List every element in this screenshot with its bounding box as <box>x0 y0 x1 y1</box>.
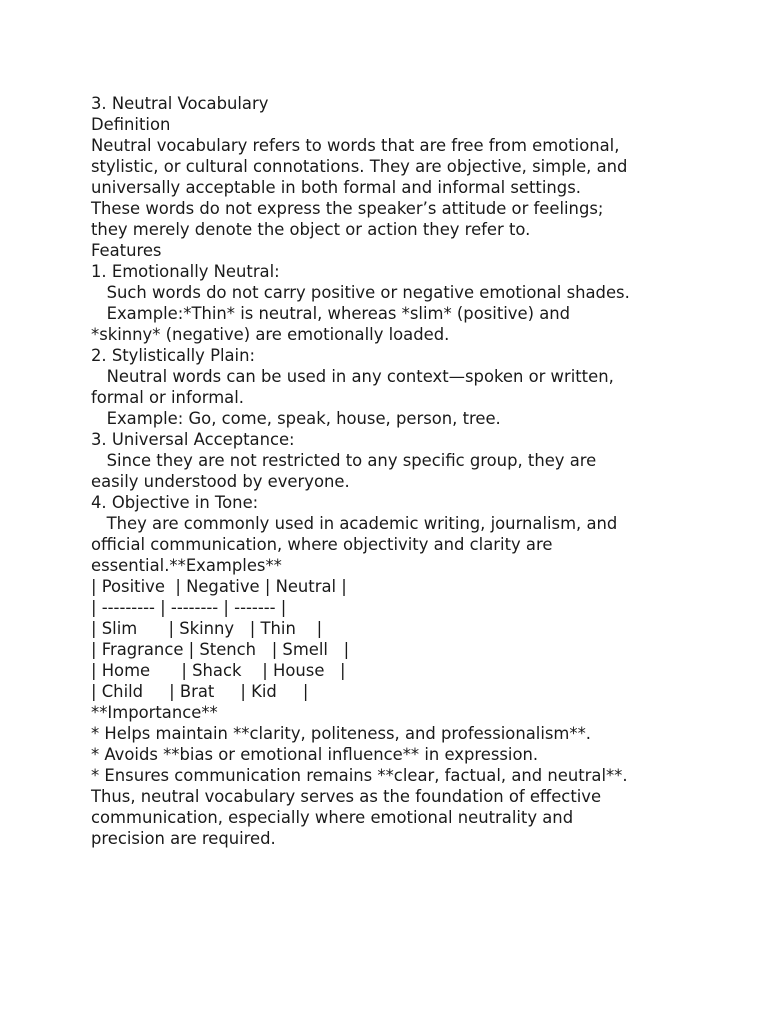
table-row: | Positive | Negative | Neutral | <box>91 577 347 596</box>
subheading-definition: Definition <box>91 115 171 134</box>
feature-heading: 4. Objective in Tone: <box>91 493 259 512</box>
table-row: | Home | Shack | House | <box>91 661 346 680</box>
subheading-features: Features <box>91 241 162 260</box>
conclusion-line: communication, especially where emotional neutrality and <box>91 808 574 827</box>
feature-text: Since they are not restricted to any specific group, they are <box>91 451 597 470</box>
feature-text: easily understood by everyone. <box>91 472 350 491</box>
table-row: | --------- | -------- | ------- | <box>91 598 287 617</box>
paragraph-line: stylistic, or cultural connotations. They are objective, simple, and <box>91 157 628 176</box>
feature-text: essential.**Examples** <box>91 556 282 575</box>
conclusion-line: Thus, neutral vocabulary serves as the foundation of effective <box>91 787 602 806</box>
feature-text: Neutral words can be used in any context—spoken or written, <box>91 367 614 386</box>
paragraph-line: These words do not express the speaker’s attitude or feelings; <box>91 199 604 218</box>
table-row: | Slim | Skinny | Thin | <box>91 619 323 638</box>
feature-heading: 3. Universal Acceptance: <box>91 430 295 449</box>
paragraph-line: they merely denote the object or action they refer to. <box>91 220 531 239</box>
document-body <box>91 93 711 849</box>
bullet-item: * Avoids **bias or emotional influence** in expression. <box>91 745 539 764</box>
feature-text: formal or informal. <box>91 388 244 407</box>
table-row: | Fragrance | Stench | Smell | <box>91 640 350 659</box>
feature-text: *skinny* (negative) are emotionally loaded. <box>91 325 450 344</box>
section-heading: 3. Neutral Vocabulary <box>91 94 269 113</box>
feature-text: Example:*Thin* is neutral, whereas *slim* (positive) and <box>91 304 571 323</box>
table-row: | Child | Brat | Kid | <box>91 682 309 701</box>
feature-text: Such words do not carry positive or negative emotional shades. <box>91 283 630 302</box>
feature-text: official communication, where objectivity and clarity are <box>91 535 553 554</box>
subheading-importance: **Importance** <box>91 703 218 722</box>
feature-heading: 2. Stylistically Plain: <box>91 346 256 365</box>
bullet-item: * Helps maintain **clarity, politeness, and professionalism**. <box>91 724 591 743</box>
conclusion-line: precision are required. <box>91 829 276 848</box>
feature-heading: 1. Emotionally Neutral: <box>91 262 280 281</box>
feature-text: They are commonly used in academic writing, journalism, and <box>91 514 618 533</box>
feature-text: Example: Go, come, speak, house, person, tree. <box>91 409 501 428</box>
paragraph-line: universally acceptable in both formal and informal settings. <box>91 178 581 197</box>
bullet-item: * Ensures communication remains **clear, factual, and neutral**. <box>91 766 628 785</box>
paragraph-line: Neutral vocabulary refers to words that are free from emotional, <box>91 136 620 155</box>
